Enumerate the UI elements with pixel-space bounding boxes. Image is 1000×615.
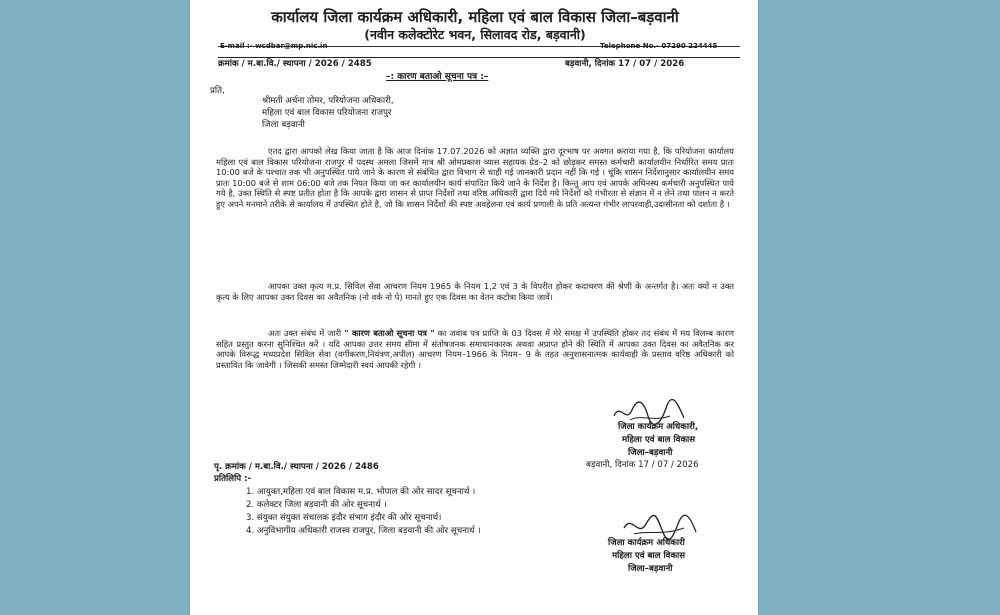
signature2-line3: जिला–बड़वानी	[628, 564, 673, 574]
copy-item: 1. आयुक्त,महिला एवं बाल विकास म.प्र. भोपाल की ओर सादर सूचनार्थ ।	[246, 487, 476, 497]
endorsement-number: पृ. क्रमांक / म.बा.वि./ स्थापना / 2026 / 2486	[214, 462, 379, 472]
reference-date: बड़वानी, दिनांक 17 / 07 / 2026	[565, 59, 685, 69]
para3-rest: का जवाब पत्र प्राप्ति के 03 दिवस में मेरे समक्ष में उपस्थिति होकर तद संबंध में मय विलम्ब कारण सहित प्रस्तुत करना सुनिश्चित करें । यदि आपका उत्तर समय सीमा में संतोषजनक समाधानकारक अथवा अप्राप्त होने की स्थिति में आपका उक्त दिवस का अवैतनिक कर आपके विरूद्ध मध्यप्रदेश सिविल सेवा (वर्गीकरण,नियंत्रण,अपील) आचरण नियम–1966 के नियम– 9 के तहत अनुशासनात्मक कार्यवाही के प्रस्ताव वरिष्ठ अधिकारी को प्रस्तावित कि जावेगी । जिसकी समस्त जिम्मेदारी स्वयं आपकी रहेगी ।	[216, 328, 734, 370]
signature1-line3: जिला–बड़वानी	[628, 448, 673, 458]
letter-page	[190, 0, 758, 615]
para3-highlight: " कारण बताओ सूचना पत्र "	[344, 328, 435, 338]
reference-number: क्रमांक / म.बा.वि./ स्थापना / 2026 / 2485	[218, 59, 372, 69]
copy-item: 2. कलेक्टर जिला बड़वानी की ओर सूचनार्थ ।	[246, 500, 387, 510]
recipient-prefix: प्रति,	[210, 86, 225, 96]
body-paragraph-3	[216, 328, 734, 370]
body-paragraph-1: एतद द्वारा आपको लेख किया जाता है कि आज दिनांक 17.07.2026 को अज्ञात व्यक्ति द्वारा दूरभाष पर अवगत कराया गया है, कि परियोजना कार्यालय महिला एवं बाल विकास परियोजना राजपुर में पदस्थ अमला जिसमें मात्र श्री ओमप्रकाश व्यास सहायक ग्रेड–2 को छोड़कर समस्त कर्मचारी कार्यालयीन निर्धारित समय प्रातः 10:00 बजे के पश्चात तक भी अनुपस्थित पाये जाने के कारण से संबंधित द्वारा विभाग से चाही गई जानकारी प्रदान नहीं कि गई । चूंकि शासन निर्देशानुसार कार्यालयीन समय प्रातः 10:00 बजे से शाम 06:00 बजे तक नियत किया जा कर कार्यालयीन कार्य संपादित किये जाने के निर्देश है। किन्तु आप एवं आपके अधिनस्थ कर्मचारी अनुपस्थित पाये गये है, उक्त स्थिति से स्पष्ट प्रतीत होता है कि आपके द्वारा शासन से प्राप्त निर्देशों तथा वरिष्ठ अधिकारी द्वारा दिये गये निर्देशों को गंभीरता से संज्ञान में न लेने तथा पालन न करते हुए अपने मनमाने तरीके से कार्यालय में उपस्थित होते है, जो कि शासन निर्देशों की स्पष्ट अवहेलना एवं कार्य प्रणाली के प्रति अत्यन्त गंभीर लापरवाही,उदासीनता को दर्शाता है ।	[216, 146, 734, 209]
signature2-line2: महिला एवं बाल विकास	[612, 551, 686, 561]
office-title: कार्यालय जिला कार्यक्रम अधिकारी, महिला एवं बाल विकास जिला–बड़वानी	[271, 8, 679, 26]
office-address: (नवीन कलेक्टोरेट भवन, सिलावद रोड, बड़वानी)	[364, 27, 586, 42]
body-paragraph-2: आपका उक्त कृत्य म.प्र. सिविल सेवा आचरण नियम 1965 के नियम 1,2 एवं 3 के विपरीत होकर कदाचरण की श्रेणी के अन्तर्गत है। अतः क्यों न उक्त कृत्य के लिए आपका उक्त दिवस का अवैतनिक (नो वर्क नो पे) मानते हुए एक दिवस का वेतन कटोत्रा किया जावें।	[216, 281, 734, 302]
copy-label: प्रतिलिपि :-	[214, 474, 252, 484]
recipient-line1: श्रीमती अर्चना तोमर, परियोजना अधिकारी,	[262, 96, 394, 106]
signature1-line2: महिला एवं बाल विकास	[622, 435, 696, 445]
recipient-line2: महिला एवं बाल विकास परियोजना राजपुर	[262, 108, 392, 118]
endorsement-date: बड़वानी, दिनांक 17 / 07 / 2026	[586, 460, 699, 470]
header-rule	[218, 57, 740, 58]
email-line: E-mail :- wcdbar@mp.nic.in	[220, 42, 328, 50]
copy-item: 4. अनुविभागीय अधिकारी राजस्व राजपुर, जिला बड़वानी की ओर सूचनार्थ ।	[246, 526, 481, 536]
subject-heading: –: कारण बताओ सूचना पत्र :–	[386, 72, 489, 82]
para3-prefix: अतः उक्त संबंध में जारी	[268, 328, 342, 338]
recipient-line3: जिला बड़वानी	[262, 120, 305, 130]
copy-item: 3. संयुक्त संयुक्त संचालक इंदौर संभाग इंदौर की ओर सूचनार्थ।	[246, 513, 442, 523]
signature2-line1: जिला कार्यक्रम अधिकारी	[608, 538, 685, 548]
telephone-line: Telephone No.- 07290 224445	[600, 42, 718, 50]
signature1-line1: जिला कार्यक्रम अधिकारी,	[618, 422, 699, 432]
